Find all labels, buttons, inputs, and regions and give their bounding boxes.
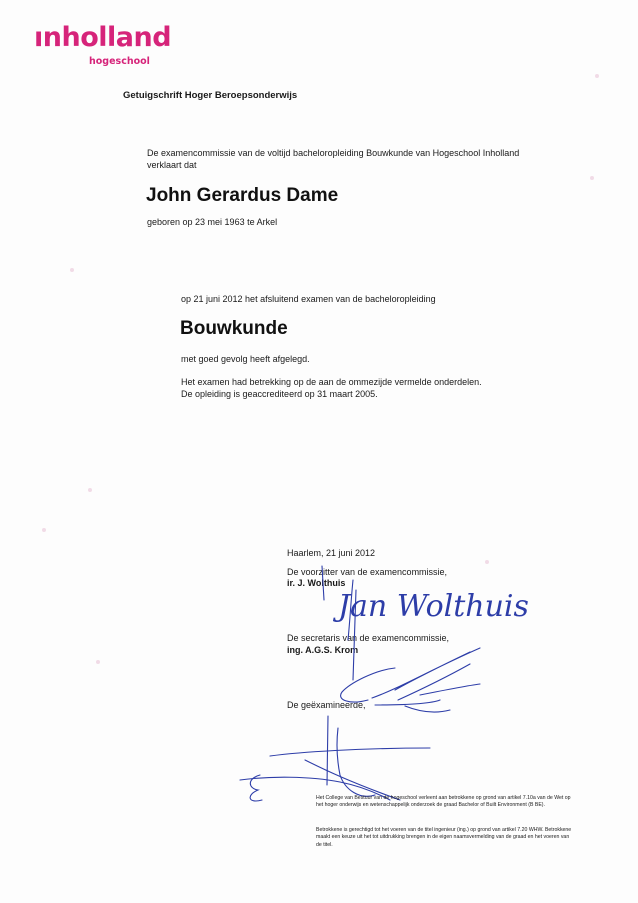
document-title: Getuigschrift Hoger Beroepsonderwijs: [123, 90, 298, 101]
logo-subtitle: hogeschool: [89, 56, 150, 67]
secretary-signature-stroke: [372, 648, 480, 700]
chair-name: ir. J. Wolthuis: [287, 578, 346, 588]
accreditation-line: De opleiding is geaccrediteerd op 31 maart 2005.: [181, 389, 378, 399]
graduate-signature-stroke: [270, 748, 430, 756]
title-note: Betrokkene is gerechtigd tot het voeren van de titel ingenieur (ing.) op grond van artikel 7.20 WHW. Betrokkene maakt een keuze uit het tot uitdrukking brengen in de eigen naamsvermelding van de graad en het voeren van de titel.: [316, 827, 572, 848]
logo-wordmark: ınholland: [34, 22, 172, 53]
secretary-role: De secretaris van de examencommissie,: [287, 633, 450, 643]
result-line: met goed gevolg heeft afgelegd.: [181, 354, 310, 364]
secretary-signature-stroke: [375, 700, 450, 712]
secretary-signature-stroke: [341, 668, 395, 702]
chair-signature-stroke: [322, 566, 324, 600]
graduate-role: De geëxamineerde,: [287, 700, 366, 710]
chair-role: De voorzitter van de examencommissie,: [287, 567, 448, 577]
birth-line: geboren op 23 mei 1963 te Arkel: [147, 217, 278, 227]
chair-handwritten-signature: Jan Wolthuis: [338, 589, 529, 624]
degree-note: Het College van Bestuur van de hogeschool verleent aan betrokkene op grond van artikel 7.10a van de Wet op het hoger onderwijs en wetenschappelijk onderzoek de graad Bachelor of Built Environment (B BE).: [316, 795, 571, 809]
exam-line: op 21 juni 2012 het afsluitend examen van de bacheloropleiding: [181, 294, 436, 304]
subjects-line: Het examen had betrekking op de aan de ommezijde vermelde onderdelen.: [181, 377, 482, 387]
intro-text: De examencommissie van de voltijd bacheloropleiding Bouwkunde van Hogeschool Inholland verklaart dat: [147, 148, 520, 170]
program-name: Bouwkunde: [180, 318, 288, 339]
graduate-name: John Gerardus Dame: [146, 185, 339, 206]
graduate-signature-stroke: [305, 760, 400, 800]
place-date: Haarlem, 21 juni 2012: [287, 548, 376, 558]
secretary-name: ing. A.G.S. Krom: [287, 645, 359, 655]
graduate-signature-stroke: [250, 775, 262, 801]
